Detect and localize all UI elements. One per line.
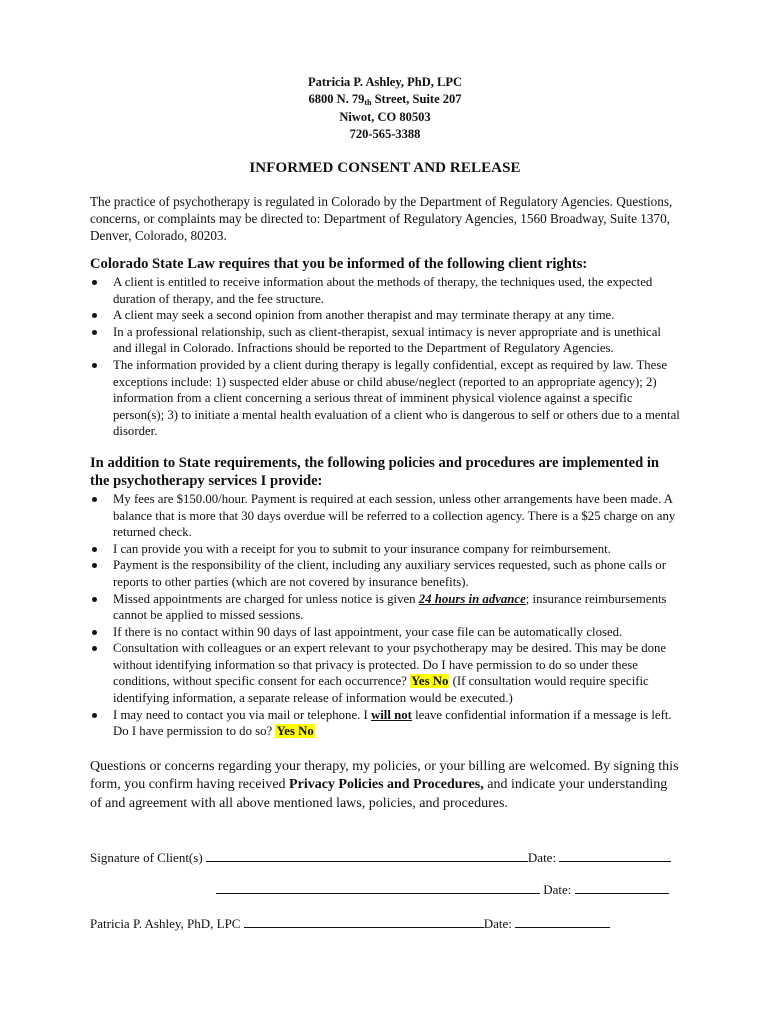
second-client-signature-field[interactable] — [216, 881, 540, 894]
list-item — [90, 324, 680, 357]
payment-text: Payment is the responsibility of the client, including any auxiliary services requested, such as phone calls or reports to other parties (which are not covered by insurance benefits). — [113, 558, 666, 589]
list-item-text: The information provided by a client during therapy is legally confidential, except as required by law. These exceptions include: 1) suspected elder abuse or child abuse/neglect (reported to an appropriate agency); 2) information from a client concerning a serious threat of imminent physical violence against a specific person(s); 3) to initiate a mental health evaluation of a client who is dangerous to self or others due to a mental disorder. — [113, 357, 680, 439]
client-rights-heading: Colorado State Law requires that you be informed of the following client rights: — [90, 256, 588, 272]
list-item — [90, 307, 680, 324]
list-item — [90, 357, 680, 440]
second-client-signature-row — [216, 881, 669, 898]
missed-text-end: ; insurance reimbursements cannot be applied to missed sessions. — [113, 591, 667, 623]
will-not-emphasis: will not — [370, 707, 412, 722]
therapist-signature-field[interactable] — [244, 915, 484, 928]
closing-paragraph — [90, 758, 680, 814]
policies-section — [90, 454, 680, 740]
street-number: 6800 N. 79 — [308, 91, 365, 106]
list-item — [90, 591, 680, 624]
document-title: INFORMED CONSENT AND RELEASE — [249, 160, 521, 176]
list-item — [90, 541, 680, 558]
bullet-icon — [92, 547, 97, 552]
contact-text-start: I may need to contact you via mail or telephone. I — [113, 707, 371, 722]
list-item — [90, 640, 680, 706]
list-item — [90, 707, 680, 740]
intro-paragraph: The practice of psychotherapy is regulated in Colorado by the Department of Regulatory Agencies. Questions, concerns, or complaints may be directed to: Department of Regulatory Agencies, 1560 Broadway, Suite 1370, Denver, Colorado, 80203. — [90, 194, 673, 243]
client-signature-field[interactable] — [206, 849, 528, 862]
list-item — [90, 557, 680, 590]
consult-yes-no-choice[interactable]: Yes No — [411, 674, 449, 689]
contact-text-middle: leave confidential information if a message is left. Do I have permission to do so? — [113, 707, 672, 739]
closing-text-start: Questions or concerns regarding your therapy, my policies, or your billing are welcomed. By signing this form, you confirm having received — [90, 758, 679, 793]
receipt-text: I can provide you with a receipt for you to submit to your insurance company for reimbursement. — [113, 541, 611, 556]
city-state-zip: Niwot, CO 80503 — [339, 110, 431, 124]
consent-document — [90, 74, 680, 813]
client-signature-label: Signature of Client(s) — [90, 850, 206, 865]
bullet-icon — [92, 646, 97, 651]
list-item-text: A client may seek a second opinion from another therapist and may terminate therapy at any time. — [113, 308, 615, 323]
bullet-icon — [92, 563, 97, 568]
bullet-icon — [92, 363, 97, 368]
bullet-icon — [92, 597, 97, 602]
second-client-date-label: Date: — [540, 882, 575, 897]
policies-heading: In addition to State requirements, the following policies and procedures are implemented in the psychotherapy services I provide: — [90, 454, 660, 489]
missed-text-start: Missed appointments are charged for unless notice is given — [113, 591, 419, 606]
therapist-date-label: Date: — [483, 916, 516, 931]
no-contact-text: If there is no contact within 90 days of last appointment, your case file can be automatically closed. — [113, 624, 623, 639]
fees-text: My fees are $150.00/hour. Payment is required at each session, unless other arrangements have been made. A balance that is more that 30 days overdue will be referred to a collection agency. There is a $25 charge on any returned check. — [113, 491, 676, 540]
contact-yes-no-choice[interactable]: Yes No — [276, 724, 314, 739]
ordinal-suffix: th — [364, 97, 372, 107]
client-rights-section — [90, 255, 680, 440]
bullet-icon — [92, 280, 97, 285]
list-item-text: A client is entitled to receive information about the methods of therapy, the techniques used, the expected duration of therapy, and the fee structure. — [113, 275, 653, 306]
practitioner-name: Patricia P. Ashley, PhD, LPC — [307, 75, 463, 89]
privacy-policies-emphasis: Privacy Policies and Procedures, — [289, 777, 484, 793]
street-address — [90, 91, 680, 110]
list-item-text: In a professional relationship, such as client-therapist, sexual intimacy is never appropriate and is unethical and illegal in Colorado. Infractions should be reported to the Department of Regulatory Agencies. — [113, 324, 661, 356]
bullet-icon — [92, 497, 97, 502]
list-item — [90, 624, 680, 641]
missed-emphasis: 24 hours in advance — [418, 591, 526, 606]
bullet-icon — [92, 313, 97, 318]
client-rights-list — [90, 274, 680, 440]
second-client-date-field[interactable] — [575, 881, 669, 894]
client-date-label: Date: — [527, 850, 560, 865]
therapist-signature-row — [90, 915, 610, 932]
therapist-date-field[interactable] — [515, 915, 610, 928]
bullet-icon — [92, 630, 97, 635]
client-date-field[interactable] — [559, 849, 671, 862]
bullet-icon — [92, 330, 97, 335]
policies-list — [90, 491, 680, 740]
list-item — [90, 491, 680, 541]
bullet-icon — [92, 713, 97, 718]
consult-text-start: Consultation with colleagues or an expert relevant to your psychotherapy may be desired. This may be done without identifying information so that privacy is protected. Do I have permission to do so under these conditions, without specific consent for each occurrence? — [113, 641, 667, 689]
street-name: Street, Suite 207 — [371, 91, 462, 106]
closing-text-end: and indicate your understanding of and agreement with all above mentioned laws, policies, and procedures. — [90, 777, 668, 811]
letterhead — [90, 74, 680, 142]
therapist-signature-label: Patricia P. Ashley, PhD, LPC — [90, 916, 244, 931]
list-item — [90, 274, 680, 307]
client-signature-row — [90, 849, 671, 866]
phone-number: 720-565-3388 — [349, 126, 421, 141]
consult-text-end: (If consultation would require specific identifying information, a separate release of information would be executed.) — [113, 674, 649, 706]
